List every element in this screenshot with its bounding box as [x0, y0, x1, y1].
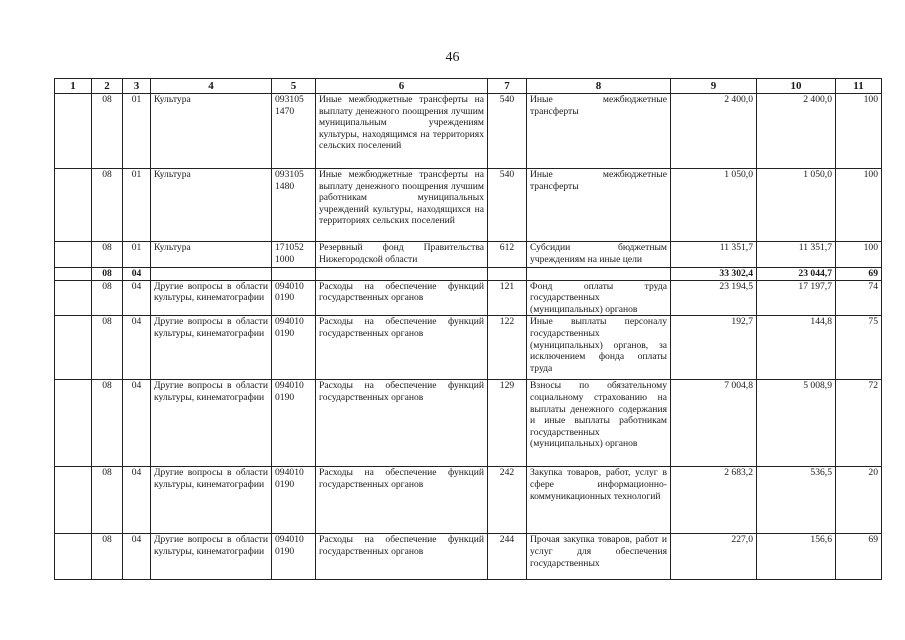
- actual-amount-cell: 23 044,7: [757, 268, 836, 281]
- target-article-code-cell: 094010 0190: [272, 280, 316, 316]
- subsection-name-cell: Культура: [151, 94, 272, 169]
- plan-amount-cell: 2 400,0: [671, 94, 757, 169]
- expense-type-name-cell: Взносы по обязательному социальному страхованию на выплаты денежного содержания и иные выплаты работникам государственных (муниципальных) органов: [527, 380, 671, 467]
- expense-type-name-cell: Прочая закупка товаров, работ и услуг для обеспечения государственных: [527, 534, 671, 580]
- execution-percent-cell: 75: [836, 316, 882, 380]
- subtotal-row: [55, 268, 882, 281]
- target-article-code-cell: 094010 0190: [272, 467, 316, 534]
- execution-percent-cell: 72: [836, 380, 882, 467]
- header-cell-6: 6: [316, 79, 488, 94]
- expense-type-name-cell: Закупка товаров, работ, услуг в сфере информационно-коммуникационных технологий: [527, 467, 671, 534]
- section-code-cell: 08: [92, 316, 123, 380]
- expense-description-cell: Расходы на обеспечение функций государственных органов: [316, 316, 488, 380]
- header-cell-7: 7: [488, 79, 527, 94]
- section-code-cell: 08: [92, 268, 123, 281]
- plan-amount-cell: 33 302,4: [671, 268, 757, 281]
- table-row: [55, 94, 882, 169]
- expense-type-name-cell: Иные выплаты персоналу государственных (муниципальных) органов, за исключением фонда оплаты труда: [527, 316, 671, 380]
- expense-description-cell: Расходы на обеспечение функций государственных органов: [316, 534, 488, 580]
- header-cell-11: 11: [836, 79, 882, 94]
- expense-description-cell: Иные межбюджетные трансферты на выплату денежного поощрения лучшим муниципальным учреждениям культуры, находящимся на территориях сельских поселений: [316, 94, 488, 169]
- subsection-name-cell: Другие вопросы в области культуры, кинематографии: [151, 534, 272, 580]
- table-row: [55, 242, 882, 268]
- expense-type-code-cell: 121: [488, 280, 527, 316]
- subsection-code-cell: 04: [123, 534, 151, 580]
- row-number-cell: [55, 94, 92, 169]
- header-cell-1: 1: [55, 79, 92, 94]
- row-number-cell: [55, 316, 92, 380]
- header-cell-10: 10: [757, 79, 836, 94]
- table-row: [55, 534, 882, 580]
- table-row: [55, 316, 882, 380]
- execution-percent-cell: 20: [836, 467, 882, 534]
- target-article-code-cell: [272, 268, 316, 281]
- subsection-name-cell: [151, 268, 272, 281]
- plan-amount-cell: 227,0: [671, 534, 757, 580]
- row-number-cell: [55, 534, 92, 580]
- target-article-code-cell: 093105 1480: [272, 169, 316, 242]
- row-number-cell: [55, 169, 92, 242]
- execution-percent-cell: 100: [836, 94, 882, 169]
- execution-percent-cell: 100: [836, 242, 882, 268]
- header-cell-2: 2: [92, 79, 123, 94]
- actual-amount-cell: 11 351,7: [757, 242, 836, 268]
- subsection-name-cell: Другие вопросы в области культуры, кинематографии: [151, 280, 272, 316]
- header-row: [55, 79, 882, 94]
- section-code-cell: 08: [92, 280, 123, 316]
- table-row: [55, 380, 882, 467]
- subsection-code-cell: 01: [123, 169, 151, 242]
- execution-percent-cell: 100: [836, 169, 882, 242]
- expense-description-cell: Расходы на обеспечение функций государственных органов: [316, 467, 488, 534]
- row-number-cell: [55, 242, 92, 268]
- subsection-code-cell: 04: [123, 268, 151, 281]
- subsection-code-cell: 04: [123, 467, 151, 534]
- target-article-code-cell: 094010 0190: [272, 534, 316, 580]
- expense-type-name-cell: [527, 268, 671, 281]
- row-number-cell: [55, 280, 92, 316]
- subsection-name-cell: Другие вопросы в области культуры, кинематографии: [151, 316, 272, 380]
- budget-table: [54, 78, 882, 580]
- header-cell-3: 3: [123, 79, 151, 94]
- target-article-code-cell: 094010 0190: [272, 380, 316, 467]
- plan-amount-cell: 2 683,2: [671, 467, 757, 534]
- header-cell-8: 8: [527, 79, 671, 94]
- execution-percent-cell: 69: [836, 534, 882, 580]
- expense-type-name-cell: Иные межбюджетные трансферты: [527, 94, 671, 169]
- expense-type-code-cell: 540: [488, 94, 527, 169]
- subsection-name-cell: Культура: [151, 169, 272, 242]
- table-row: [55, 280, 882, 316]
- table-row: [55, 169, 882, 242]
- expense-description-cell: Расходы на обеспечение функций государственных органов: [316, 380, 488, 467]
- plan-amount-cell: 11 351,7: [671, 242, 757, 268]
- row-number-cell: [55, 380, 92, 467]
- expense-type-code-cell: 242: [488, 467, 527, 534]
- header-cell-5: 5: [272, 79, 316, 94]
- expense-description-cell: Резервный фонд Правительства Нижегородской области: [316, 242, 488, 268]
- plan-amount-cell: 23 194,5: [671, 280, 757, 316]
- page-number: 46: [445, 50, 460, 65]
- actual-amount-cell: 1 050,0: [757, 169, 836, 242]
- target-article-code-cell: 093105 1470: [272, 94, 316, 169]
- actual-amount-cell: 2 400,0: [757, 94, 836, 169]
- expense-type-code-cell: [488, 268, 527, 281]
- actual-amount-cell: 5 008,9: [757, 380, 836, 467]
- execution-percent-cell: 74: [836, 280, 882, 316]
- header-cell-4: 4: [151, 79, 272, 94]
- plan-amount-cell: 192,7: [671, 316, 757, 380]
- section-code-cell: 08: [92, 242, 123, 268]
- subsection-name-cell: Культура: [151, 242, 272, 268]
- section-code-cell: 08: [92, 380, 123, 467]
- section-code-cell: 08: [92, 534, 123, 580]
- subsection-code-cell: 01: [123, 242, 151, 268]
- table-body: [55, 79, 882, 580]
- section-code-cell: 08: [92, 94, 123, 169]
- expense-type-code-cell: 244: [488, 534, 527, 580]
- actual-amount-cell: 536,5: [757, 467, 836, 534]
- execution-percent-cell: 69: [836, 268, 882, 281]
- section-code-cell: 08: [92, 467, 123, 534]
- expense-type-name-cell: Иные межбюджетные трансферты: [527, 169, 671, 242]
- actual-amount-cell: 144,8: [757, 316, 836, 380]
- table-row: [55, 467, 882, 534]
- actual-amount-cell: 17 197,7: [757, 280, 836, 316]
- expense-type-code-cell: 612: [488, 242, 527, 268]
- actual-amount-cell: 156,6: [757, 534, 836, 580]
- subsection-name-cell: Другие вопросы в области культуры, кинематографии: [151, 467, 272, 534]
- target-article-code-cell: 094010 0190: [272, 316, 316, 380]
- subsection-code-cell: 04: [123, 316, 151, 380]
- plan-amount-cell: 1 050,0: [671, 169, 757, 242]
- subsection-name-cell: Другие вопросы в области культуры, кинематографии: [151, 380, 272, 467]
- expense-type-code-cell: 129: [488, 380, 527, 467]
- subsection-code-cell: 01: [123, 94, 151, 169]
- expense-type-code-cell: 540: [488, 169, 527, 242]
- expense-description-cell: Расходы на обеспечение функций государственных органов: [316, 280, 488, 316]
- subsection-code-cell: 04: [123, 380, 151, 467]
- expense-type-code-cell: 122: [488, 316, 527, 380]
- expense-type-name-cell: Субсидии бюджетным учреждениям на иные цели: [527, 242, 671, 268]
- section-code-cell: 08: [92, 169, 123, 242]
- header-cell-9: 9: [671, 79, 757, 94]
- row-number-cell: [55, 467, 92, 534]
- expense-description-cell: [316, 268, 488, 281]
- expense-description-cell: Иные межбюджетные трансферты на выплату денежного поощрения лучшим работникам муниципальных учреждений культуры, находящихся на территориях сельских поселений: [316, 169, 488, 242]
- subsection-code-cell: 04: [123, 280, 151, 316]
- target-article-code-cell: 171052 1000: [272, 242, 316, 268]
- row-number-cell: [55, 268, 92, 281]
- plan-amount-cell: 7 004,8: [671, 380, 757, 467]
- expense-type-name-cell: Фонд оплаты труда государственных (муниципальных) органов: [527, 280, 671, 316]
